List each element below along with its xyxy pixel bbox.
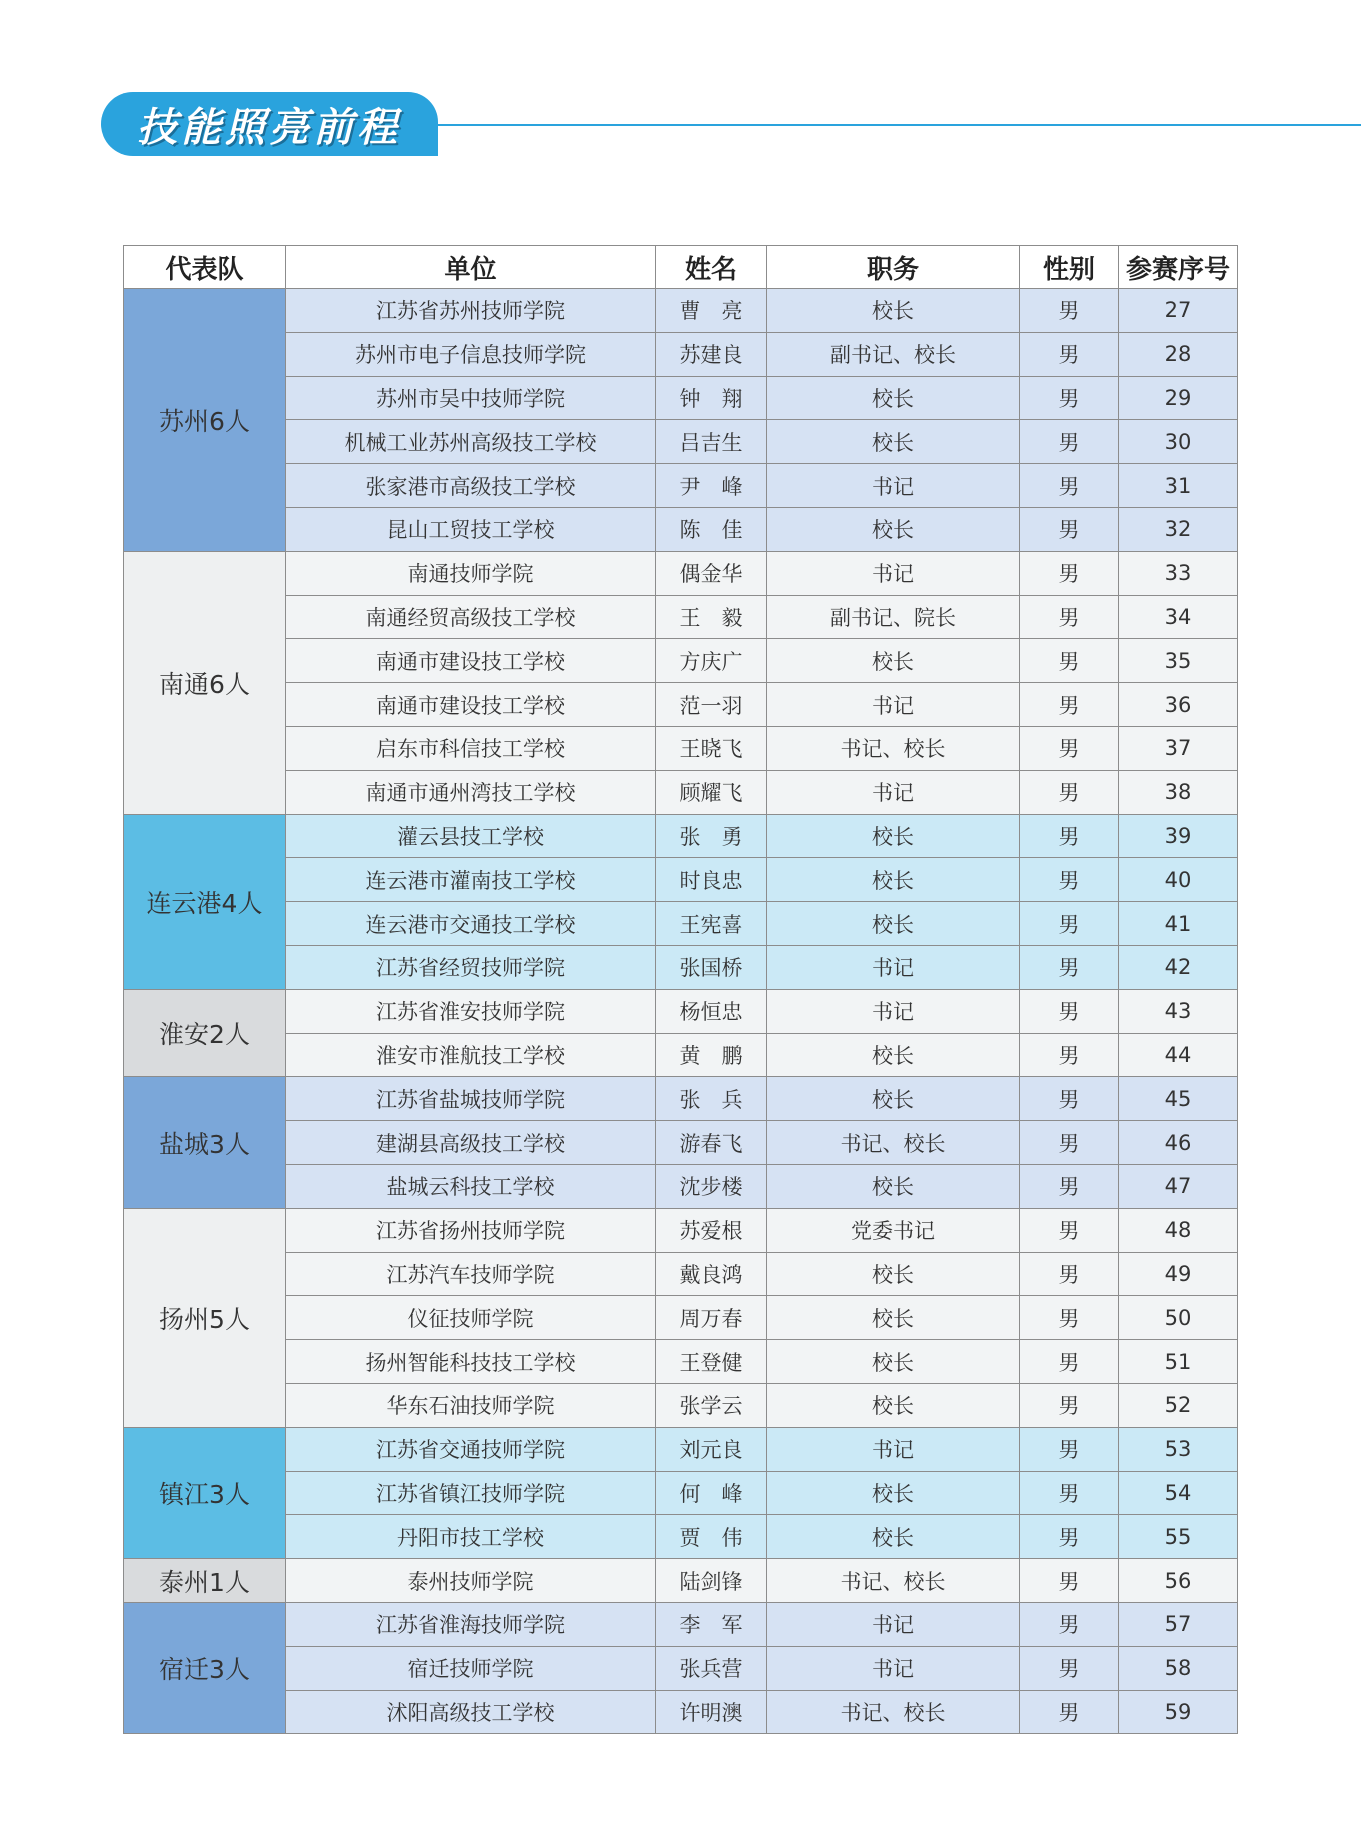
table-row [124,639,1238,683]
name-cell: 时良忠 [656,858,767,902]
unit-cell: 丹阳市技工学校 [286,1515,656,1559]
table-row [124,989,1238,1033]
position-cell: 书记 [767,1646,1020,1690]
position-cell: 校长 [767,1033,1020,1077]
unit-cell: 盐城云科技工学校 [286,1164,656,1208]
gender-cell: 男 [1020,376,1119,420]
number-cell: 40 [1119,858,1238,902]
table-row [124,814,1238,858]
unit-cell: 仪征技师学院 [286,1296,656,1340]
number-cell: 56 [1119,1559,1238,1603]
position-cell: 书记、校长 [767,1559,1020,1603]
column-header-gender: 性别 [1020,246,1119,289]
position-cell: 校长 [767,1340,1020,1384]
table-row [124,464,1238,508]
number-cell: 33 [1119,551,1238,595]
column-header-unit: 单位 [286,246,656,289]
unit-cell: 建湖县高级技工学校 [286,1121,656,1165]
table-row [124,420,1238,464]
gender-cell: 男 [1020,858,1119,902]
gender-cell: 男 [1020,1646,1119,1690]
unit-cell: 江苏省盐城技师学院 [286,1077,656,1121]
unit-cell: 华东石油技师学院 [286,1383,656,1427]
number-cell: 57 [1119,1602,1238,1646]
unit-cell: 机械工业苏州高级技工学校 [286,420,656,464]
team-cell: 盐城3人 [124,1077,286,1208]
table-row [124,551,1238,595]
table-row [124,1471,1238,1515]
position-cell: 校长 [767,1164,1020,1208]
team-cell: 镇江3人 [124,1427,286,1558]
name-cell: 张 勇 [656,814,767,858]
participant-table [123,245,1238,1734]
team-cell: 南通6人 [124,551,286,814]
gender-cell: 男 [1020,1602,1119,1646]
unit-cell: 连云港市交通技工学校 [286,902,656,946]
unit-cell: 灌云县技工学校 [286,814,656,858]
number-cell: 52 [1119,1383,1238,1427]
team-cell: 泰州1人 [124,1559,286,1603]
gender-cell: 男 [1020,1515,1119,1559]
name-cell: 张 兵 [656,1077,767,1121]
gender-cell: 男 [1020,1164,1119,1208]
name-cell: 刘元良 [656,1427,767,1471]
number-cell: 42 [1119,945,1238,989]
position-cell: 书记 [767,945,1020,989]
number-cell: 32 [1119,507,1238,551]
unit-cell: 昆山工贸技工学校 [286,507,656,551]
gender-cell: 男 [1020,1559,1119,1603]
unit-cell: 宿迁技师学院 [286,1646,656,1690]
position-cell: 副书记、院长 [767,595,1020,639]
name-cell: 陆剑锋 [656,1559,767,1603]
gender-cell: 男 [1020,289,1119,333]
unit-cell: 苏州市吴中技师学院 [286,376,656,420]
table-row [124,902,1238,946]
column-header-name: 姓名 [656,246,767,289]
name-cell: 戴良鸿 [656,1252,767,1296]
unit-cell: 江苏汽车技师学院 [286,1252,656,1296]
gender-cell: 男 [1020,1208,1119,1252]
table-row [124,1033,1238,1077]
gender-cell: 男 [1020,989,1119,1033]
table-row [124,1296,1238,1340]
number-cell: 41 [1119,902,1238,946]
gender-cell: 男 [1020,420,1119,464]
gender-cell: 男 [1020,1252,1119,1296]
position-cell: 书记 [767,464,1020,508]
position-cell: 校长 [767,1515,1020,1559]
gender-cell: 男 [1020,1033,1119,1077]
position-cell: 校长 [767,420,1020,464]
number-cell: 49 [1119,1252,1238,1296]
unit-cell: 南通市建设技工学校 [286,639,656,683]
unit-cell: 南通市建设技工学校 [286,683,656,727]
number-cell: 27 [1119,289,1238,333]
unit-cell: 江苏省交通技师学院 [286,1427,656,1471]
gender-cell: 男 [1020,1383,1119,1427]
table-row [124,945,1238,989]
number-cell: 54 [1119,1471,1238,1515]
gender-cell: 男 [1020,639,1119,683]
number-cell: 37 [1119,726,1238,770]
unit-cell: 扬州智能科技技工学校 [286,1340,656,1384]
unit-cell: 淮安市淮航技工学校 [286,1033,656,1077]
unit-cell: 南通技师学院 [286,551,656,595]
name-cell: 方庆广 [656,639,767,683]
unit-cell: 张家港市高级技工学校 [286,464,656,508]
number-cell: 30 [1119,420,1238,464]
team-cell: 淮安2人 [124,989,286,1077]
position-cell: 书记 [767,770,1020,814]
gender-cell: 男 [1020,595,1119,639]
table-row [124,289,1238,333]
gender-cell: 男 [1020,332,1119,376]
number-cell: 53 [1119,1427,1238,1471]
table-row [124,1340,1238,1384]
table-row [124,1121,1238,1165]
unit-cell: 南通市通州湾技工学校 [286,770,656,814]
gender-cell: 男 [1020,1427,1119,1471]
position-cell: 校长 [767,1471,1020,1515]
unit-cell: 江苏省淮海技师学院 [286,1602,656,1646]
name-cell: 游春飞 [656,1121,767,1165]
position-cell: 副书记、校长 [767,332,1020,376]
position-cell: 校长 [767,814,1020,858]
table-row [124,1515,1238,1559]
unit-cell: 江苏省镇江技师学院 [286,1471,656,1515]
table-row [124,376,1238,420]
name-cell: 周万春 [656,1296,767,1340]
name-cell: 王晓飞 [656,726,767,770]
table-row [124,1690,1238,1734]
number-cell: 39 [1119,814,1238,858]
position-cell: 校长 [767,1077,1020,1121]
name-cell: 张学云 [656,1383,767,1427]
table-row [124,683,1238,727]
number-cell: 36 [1119,683,1238,727]
number-cell: 58 [1119,1646,1238,1690]
team-cell: 扬州5人 [124,1208,286,1427]
table-row [124,1164,1238,1208]
gender-cell: 男 [1020,683,1119,727]
unit-cell: 南通经贸高级技工学校 [286,595,656,639]
position-cell: 校长 [767,1383,1020,1427]
unit-cell: 江苏省苏州技师学院 [286,289,656,333]
position-cell: 校长 [767,507,1020,551]
number-cell: 47 [1119,1164,1238,1208]
column-header-team: 代表队 [124,246,286,289]
number-cell: 35 [1119,639,1238,683]
unit-cell: 启东市科信技工学校 [286,726,656,770]
table-row [124,1208,1238,1252]
name-cell: 顾耀飞 [656,770,767,814]
number-cell: 44 [1119,1033,1238,1077]
name-cell: 王宪喜 [656,902,767,946]
table-row [124,1646,1238,1690]
name-cell: 沈步楼 [656,1164,767,1208]
table-row [124,1427,1238,1471]
name-cell: 贾 伟 [656,1515,767,1559]
name-cell: 王登健 [656,1340,767,1384]
header-rule-line [438,124,1361,126]
position-cell: 校长 [767,902,1020,946]
name-cell: 偶金华 [656,551,767,595]
table-row [124,1077,1238,1121]
table-row [124,507,1238,551]
gender-cell: 男 [1020,902,1119,946]
name-cell: 曹 亮 [656,289,767,333]
name-cell: 王 毅 [656,595,767,639]
position-cell: 党委书记 [767,1208,1020,1252]
name-cell: 钟 翔 [656,376,767,420]
table-row [124,770,1238,814]
number-cell: 29 [1119,376,1238,420]
gender-cell: 男 [1020,1340,1119,1384]
gender-cell: 男 [1020,551,1119,595]
table-row [124,1559,1238,1603]
name-cell: 尹 峰 [656,464,767,508]
position-cell: 书记 [767,1427,1020,1471]
position-cell: 书记、校长 [767,1690,1020,1734]
position-cell: 校长 [767,376,1020,420]
gender-cell: 男 [1020,1077,1119,1121]
position-cell: 书记、校长 [767,1121,1020,1165]
gender-cell: 男 [1020,770,1119,814]
unit-cell: 江苏省淮安技师学院 [286,989,656,1033]
name-cell: 黄 鹏 [656,1033,767,1077]
name-cell: 陈 佳 [656,507,767,551]
gender-cell: 男 [1020,507,1119,551]
position-cell: 书记 [767,1602,1020,1646]
number-cell: 46 [1119,1121,1238,1165]
gender-cell: 男 [1020,1471,1119,1515]
gender-cell: 男 [1020,814,1119,858]
table-row [124,595,1238,639]
unit-cell: 江苏省扬州技师学院 [286,1208,656,1252]
number-cell: 51 [1119,1340,1238,1384]
position-cell: 校长 [767,1296,1020,1340]
gender-cell: 男 [1020,464,1119,508]
name-cell: 范一羽 [656,683,767,727]
name-cell: 苏爱根 [656,1208,767,1252]
number-cell: 55 [1119,1515,1238,1559]
number-cell: 28 [1119,332,1238,376]
position-cell: 书记、校长 [767,726,1020,770]
position-cell: 校长 [767,289,1020,333]
gender-cell: 男 [1020,1296,1119,1340]
position-cell: 书记 [767,551,1020,595]
section-title: 技能照亮前程 [137,103,401,151]
number-cell: 50 [1119,1296,1238,1340]
unit-cell: 沭阳高级技工学校 [286,1690,656,1734]
unit-cell: 江苏省经贸技师学院 [286,945,656,989]
name-cell: 何 峰 [656,1471,767,1515]
position-cell: 书记 [767,989,1020,1033]
number-cell: 34 [1119,595,1238,639]
name-cell: 张兵营 [656,1646,767,1690]
table-header-row [124,246,1238,289]
number-cell: 45 [1119,1077,1238,1121]
name-cell: 许明澳 [656,1690,767,1734]
position-cell: 校长 [767,639,1020,683]
team-cell: 宿迁3人 [124,1602,286,1733]
name-cell: 苏建良 [656,332,767,376]
table-row [124,726,1238,770]
gender-cell: 男 [1020,1690,1119,1734]
name-cell: 吕吉生 [656,420,767,464]
table-row [124,332,1238,376]
team-cell: 苏州6人 [124,289,286,552]
position-cell: 校长 [767,1252,1020,1296]
table-row [124,1252,1238,1296]
number-cell: 59 [1119,1690,1238,1734]
name-cell: 张国桥 [656,945,767,989]
gender-cell: 男 [1020,945,1119,989]
column-header-number: 参赛序号 [1119,246,1238,289]
position-cell: 校长 [767,858,1020,902]
number-cell: 48 [1119,1208,1238,1252]
position-cell: 书记 [767,683,1020,727]
unit-cell: 苏州市电子信息技师学院 [286,332,656,376]
table-row [124,1602,1238,1646]
number-cell: 38 [1119,770,1238,814]
unit-cell: 连云港市灌南技工学校 [286,858,656,902]
gender-cell: 男 [1020,1121,1119,1165]
team-cell: 连云港4人 [124,814,286,989]
unit-cell: 泰州技师学院 [286,1559,656,1603]
column-header-position: 职务 [767,246,1020,289]
name-cell: 李 军 [656,1602,767,1646]
section-header-tab [101,92,438,156]
table-row [124,1383,1238,1427]
name-cell: 杨恒忠 [656,989,767,1033]
gender-cell: 男 [1020,726,1119,770]
number-cell: 31 [1119,464,1238,508]
number-cell: 43 [1119,989,1238,1033]
table-row [124,858,1238,902]
table-body [124,289,1238,1734]
